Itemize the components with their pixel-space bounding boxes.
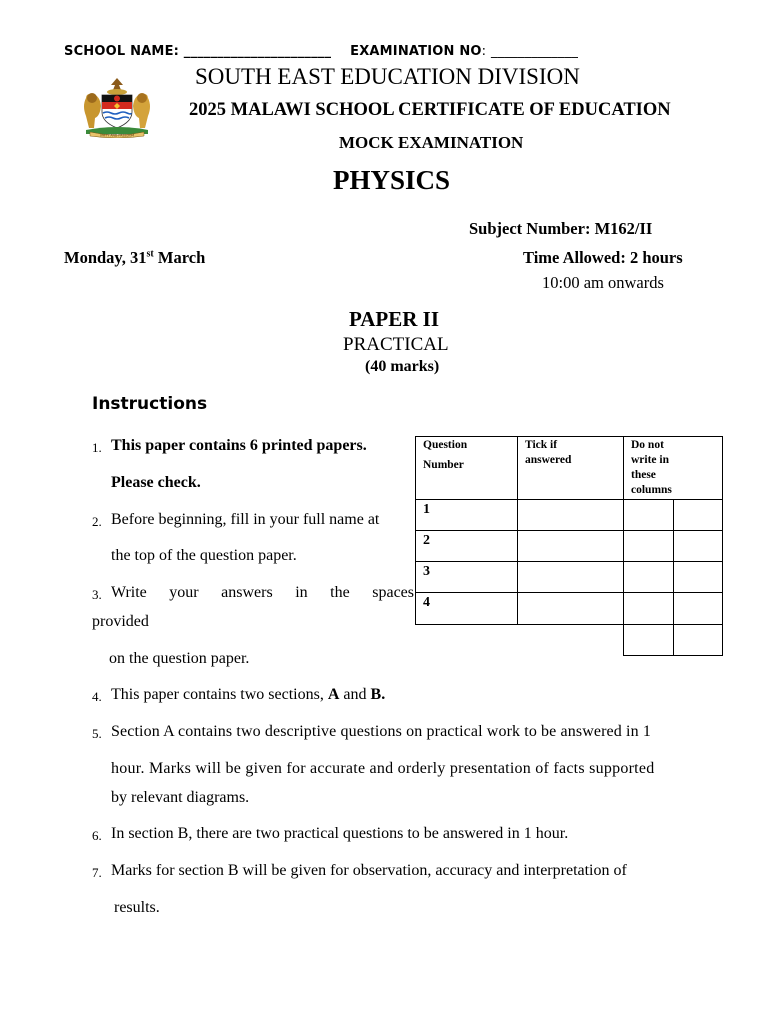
crest-motto: UNITY AND FREEDOM: [99, 133, 135, 138]
instruction-4-and: and: [339, 686, 371, 703]
school-exam-header: [64, 44, 578, 59]
paper-name: PAPER II: [349, 307, 440, 331]
instruction-7-line1: Marks for section B will be given for observation, accuracy and interpretation of: [111, 862, 627, 879]
instructions-heading: Instructions: [92, 394, 208, 414]
section-b-label: B.: [370, 686, 386, 703]
question-table: [415, 436, 723, 656]
tick-cell[interactable]: [517, 530, 624, 562]
instruction-7-line2: results.: [114, 899, 160, 916]
instruction-4-number: 4.: [92, 689, 102, 704]
school-name-blank[interactable]: ______________________: [183, 44, 332, 59]
tick-cell[interactable]: [517, 561, 624, 593]
instruction-1-number: 1.: [92, 440, 102, 455]
examiner-cell: [623, 561, 674, 593]
header-tick-if-answered: [517, 436, 624, 500]
instruction-6-number: 6.: [92, 828, 102, 843]
instruction-6-line1: In section B, there are two practical questions to be answered in 1 hour.: [111, 825, 569, 842]
instruction-3-word: spaces: [372, 584, 414, 601]
instruction-3-line3: on the question paper.: [109, 650, 250, 667]
instruction-2-line2: the top of the question paper.: [111, 547, 297, 564]
instruction-3-line2: provided: [92, 613, 149, 630]
header-dnw-line3: these: [631, 469, 656, 481]
examiner-cell: [623, 592, 674, 625]
header-tick-line1: Tick if: [525, 439, 558, 451]
date-suffix: March: [153, 248, 206, 267]
examiner-cell: [673, 530, 723, 562]
examiner-total-cell: [673, 624, 723, 656]
header-dnw-line2: write in: [631, 454, 670, 466]
instruction-7-number: 7.: [92, 865, 102, 880]
examiner-total-cell: [623, 624, 674, 656]
paper-type: PRACTICAL: [343, 334, 449, 355]
school-name-label: SCHOOL NAME:: [64, 44, 180, 59]
division-title: SOUTH EAST EDUCATION DIVISION: [195, 64, 580, 89]
instruction-3-word: the: [330, 584, 350, 601]
exam-type-title: MOCK EXAMINATION: [339, 133, 524, 152]
header-question-line2: Number: [423, 459, 464, 471]
instruction-2-line1: Before beginning, fill in your full name at: [111, 511, 380, 528]
exam-date: [64, 248, 205, 268]
examiner-cell: [673, 592, 723, 625]
header-tick-line2: answered: [525, 454, 572, 466]
question-number-cell: 2: [415, 530, 518, 562]
section-a-label: A: [327, 686, 340, 703]
instruction-3-word: your: [169, 584, 199, 601]
subject-number: Subject Number: M162/II: [469, 219, 653, 238]
start-time: 10:00 am onwards: [542, 273, 664, 292]
instruction-5-line3: by relevant diagrams.: [111, 789, 250, 806]
question-number-cell: 4: [415, 592, 518, 625]
examiner-cell: [623, 499, 674, 531]
date-prefix: Monday, 31: [64, 248, 147, 267]
header-do-not-write: [623, 436, 723, 500]
header-question-number: [415, 436, 518, 500]
date-superscript: st: [146, 248, 154, 260]
examination-no-colon: :: [481, 44, 487, 59]
instruction-5-number: 5.: [92, 726, 102, 741]
malawi-coat-of-arms-icon: [80, 76, 154, 138]
instruction-3-line1: [111, 584, 414, 602]
instruction-3-word: answers: [221, 584, 273, 601]
examiner-cell: [623, 530, 674, 562]
instruction-3-word: Write: [111, 584, 147, 601]
question-number-cell: 3: [415, 561, 518, 593]
instruction-1-line2: Please check.: [111, 474, 201, 491]
examiner-cell: [673, 561, 723, 593]
header-dnw-line4: columns: [631, 484, 672, 496]
examination-no-label: EXAMINATION NO: [350, 44, 482, 59]
certificate-title: 2025 MALAWI SCHOOL CERTIFICATE OF EDUCATION: [189, 100, 671, 120]
instruction-3-number: 3.: [92, 587, 102, 602]
subject-title: PHYSICS: [333, 165, 451, 195]
tick-cell[interactable]: [517, 499, 624, 531]
question-number-cell: 1: [415, 499, 518, 531]
examiner-cell: [673, 499, 723, 531]
tick-cell[interactable]: [517, 592, 624, 625]
header-dnw-line1: Do not: [631, 439, 664, 451]
instruction-2-number: 2.: [92, 514, 102, 529]
instruction-5-line2: hour. Marks will be given for accurate and orderly presentation of facts supported: [111, 760, 655, 777]
time-allowed: Time Allowed: 2 hours: [523, 248, 683, 267]
instruction-3-word: in: [295, 584, 308, 601]
instruction-5-line1: Section A contains two descriptive questions on practical work to be answered in 1: [111, 723, 651, 740]
instruction-4-text: This paper contains two sections,: [111, 686, 328, 703]
instruction-1-line1: This paper contains 6 printed papers.: [111, 437, 367, 454]
paper-marks: (40 marks): [365, 358, 440, 375]
header-question-line1: Question: [423, 439, 468, 451]
instruction-4-line1: [111, 686, 385, 704]
examination-no-blank[interactable]: _____________: [491, 44, 579, 59]
